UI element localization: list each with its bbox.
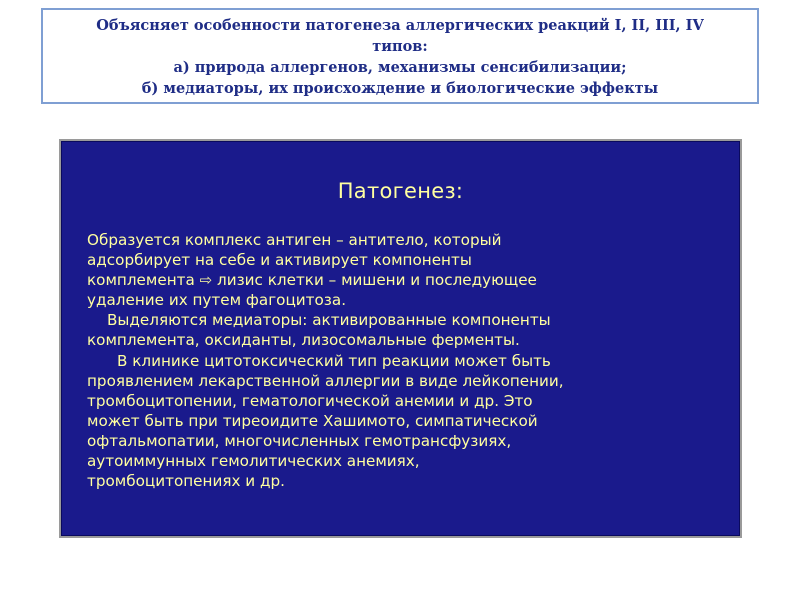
panel-title: Патогенез:	[337, 179, 464, 203]
body-line: Образуется комплекс антиген – антитело, который	[87, 231, 502, 249]
header-line-1: Объясняет особенности патогенеза аллергических реакций I, II, III, IV	[96, 17, 704, 34]
panel-body	[87, 230, 727, 491]
header-line-3: а) природа аллергенов, механизмы сенсибилизации;	[173, 59, 627, 76]
body-line: аутоиммунных гемолитических анемиях,	[87, 452, 420, 471]
body-line: удаление их путем фагоцитоза.	[87, 291, 347, 310]
right-arrow-icon: ⇨	[199, 271, 213, 290]
body-line: тромбоцитопениях и др.	[87, 472, 285, 491]
header-line-4: б) медиаторы, их происхождение и биологические эффекты	[141, 80, 659, 97]
pathogenesis-panel	[59, 139, 742, 538]
body-line: адсорбирует на себе и активирует компоненты	[87, 251, 472, 270]
body-line-segment: лизис клетки – мишени и последующее	[217, 271, 537, 290]
objectives-header-box	[41, 8, 759, 104]
body-line: тромбоцитопении, гематологической анемии и др. Это	[87, 391, 533, 410]
body-line: Выделяются медиаторы: активированные компоненты	[107, 311, 551, 330]
header-line-2: типов:	[372, 38, 428, 55]
body-line: проявлением лекарственной аллергии в виде лейкопении,	[87, 371, 564, 390]
body-line: офтальмопатии, многочисленных гемотрансфузиях,	[87, 431, 512, 450]
body-line: комплемента, оксиданты, лизосомальные ферменты.	[87, 331, 520, 350]
body-line: В клинике цитотоксический тип реакции может быть	[117, 351, 551, 370]
body-line-segment: комплемента	[87, 271, 195, 290]
body-line: может быть при тиреоидите Хашимото, симпатической	[87, 411, 538, 430]
body-line-with-arrow	[87, 270, 727, 290]
